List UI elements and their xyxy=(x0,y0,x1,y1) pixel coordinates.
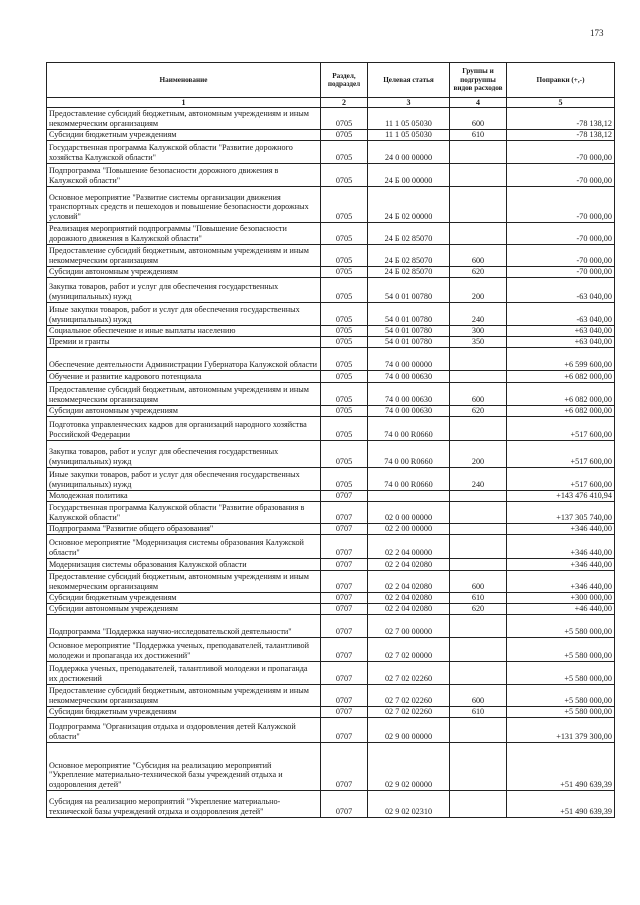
row-group-cell xyxy=(450,502,507,524)
row-group-cell: 610 xyxy=(450,707,507,718)
row-name-cell: Модернизация системы образования Калужской области xyxy=(47,559,321,571)
table-row xyxy=(47,383,615,406)
header-target: Целевая статья xyxy=(368,63,450,98)
row-amount-cell: +5 580 000,00 xyxy=(507,707,615,718)
table-row xyxy=(47,743,615,791)
row-target-cell: 11 1 05 05030 xyxy=(368,108,450,130)
row-group-cell xyxy=(450,491,507,502)
table-row xyxy=(47,348,615,371)
row-group-cell xyxy=(450,791,507,818)
row-group-cell xyxy=(450,348,507,371)
row-name-cell: Предоставление субсидий бюджетным, автономным учреждениям и иным некоммерческим организациям xyxy=(47,383,321,406)
header-group: Группы и подгруппы видов расходов xyxy=(450,63,507,98)
row-group-cell xyxy=(450,559,507,571)
table-row xyxy=(47,371,615,383)
row-group-cell: 600 xyxy=(450,245,507,267)
row-name-cell: Молодежная политика xyxy=(47,491,321,502)
row-group-cell xyxy=(450,141,507,164)
table-row xyxy=(47,187,615,223)
row-section-cell: 0707 xyxy=(321,571,368,593)
row-amount-cell: -70 000,00 xyxy=(507,141,615,164)
row-section-cell: 0705 xyxy=(321,326,368,337)
row-name-cell: Субсидии бюджетным учреждениям xyxy=(47,593,321,604)
row-name-cell: Реализация мероприятий подпрограммы "Повышение безопасности дорожного движения в Калужской области" xyxy=(47,223,321,245)
row-amount-cell: +517 600,00 xyxy=(507,417,615,441)
row-group-cell: 600 xyxy=(450,685,507,707)
table-row xyxy=(47,267,615,278)
row-target-cell: 02 9 02 02310 xyxy=(368,791,450,818)
table-row xyxy=(47,245,615,267)
row-name-cell: Предоставление субсидий бюджетным, автономным учреждениям и иным некоммерческим организациям xyxy=(47,108,321,130)
row-target-cell: 02 0 00 00000 xyxy=(368,502,450,524)
row-name-cell: Основное мероприятие "Субсидия на реализацию мероприятий "Укрепление материально-технической базы учреждений отдыха и оздоровления детей" xyxy=(47,743,321,791)
row-section-cell: 0705 xyxy=(321,441,368,468)
row-target-cell: 74 0 00 00630 xyxy=(368,371,450,383)
row-name-cell: Подпрограмма "Развитие общего образования" xyxy=(47,524,321,535)
row-section-cell: 0705 xyxy=(321,267,368,278)
column-number: 1 xyxy=(47,98,321,108)
table-row xyxy=(47,491,615,502)
row-group-cell: 600 xyxy=(450,383,507,406)
row-amount-cell: +517 600,00 xyxy=(507,468,615,491)
budget-amendments-table xyxy=(46,62,615,818)
row-group-cell: 610 xyxy=(450,593,507,604)
table-row xyxy=(47,278,615,303)
row-section-cell: 0705 xyxy=(321,348,368,371)
row-section-cell: 0707 xyxy=(321,638,368,662)
table-row xyxy=(47,502,615,524)
row-amount-cell: -78 138,12 xyxy=(507,108,615,130)
row-name-cell: Субсидия на реализацию мероприятий "Укрепление материально-технической базы учреждений отдыха и оздоровления детей" xyxy=(47,791,321,818)
row-target-cell: 02 2 04 00000 xyxy=(368,535,450,559)
row-amount-cell: +5 580 000,00 xyxy=(507,685,615,707)
row-group-cell: 240 xyxy=(450,468,507,491)
row-group-cell xyxy=(450,743,507,791)
row-group-cell xyxy=(450,371,507,383)
row-amount-cell: +143 476 410,94 xyxy=(507,491,615,502)
row-section-cell: 0707 xyxy=(321,524,368,535)
row-section-cell: 0707 xyxy=(321,604,368,615)
row-name-cell: Закупка товаров, работ и услуг для обеспечения государственных (муниципальных) нужд xyxy=(47,278,321,303)
row-name-cell: Государственная программа Калужской области "Развитие образования в Калужской области" xyxy=(47,502,321,524)
header-name: Наименование xyxy=(47,63,321,98)
row-amount-cell: +300 000,00 xyxy=(507,593,615,604)
row-group-cell xyxy=(450,223,507,245)
row-target-cell: 74 0 00 00630 xyxy=(368,383,450,406)
row-group-cell: 350 xyxy=(450,337,507,348)
row-target-cell: 02 2 04 02080 xyxy=(368,559,450,571)
row-section-cell: 0707 xyxy=(321,502,368,524)
table-row xyxy=(47,524,615,535)
table-row xyxy=(47,615,615,638)
row-target-cell: 24 Б 00 00000 xyxy=(368,164,450,187)
row-name-cell: Субсидии автономным учреждениям xyxy=(47,267,321,278)
row-target-cell: 74 0 00 R0660 xyxy=(368,441,450,468)
row-target-cell: 54 0 01 00780 xyxy=(368,303,450,326)
table-row xyxy=(47,791,615,818)
row-name-cell: Государственная программа Калужской области "Развитие дорожного хозяйства Калужской области" xyxy=(47,141,321,164)
table-row xyxy=(47,130,615,141)
row-target-cell xyxy=(368,491,450,502)
table-row xyxy=(47,406,615,417)
row-target-cell: 02 9 02 00000 xyxy=(368,743,450,791)
row-group-cell xyxy=(450,524,507,535)
row-target-cell: 02 7 02 02260 xyxy=(368,707,450,718)
row-section-cell: 0705 xyxy=(321,187,368,223)
row-section-cell: 0705 xyxy=(321,371,368,383)
row-target-cell: 02 9 00 00000 xyxy=(368,718,450,743)
row-target-cell: 02 2 04 02080 xyxy=(368,593,450,604)
column-number: 5 xyxy=(507,98,615,108)
row-section-cell: 0705 xyxy=(321,245,368,267)
row-target-cell: 24 0 00 00000 xyxy=(368,141,450,164)
table-row xyxy=(47,593,615,604)
table-row xyxy=(47,662,615,685)
row-amount-cell: -63 040,00 xyxy=(507,303,615,326)
row-name-cell: Подпрограмма "Организация отдыха и оздоровления детей Калужской области" xyxy=(47,718,321,743)
row-section-cell: 0707 xyxy=(321,685,368,707)
row-section-cell: 0705 xyxy=(321,164,368,187)
row-amount-cell: -70 000,00 xyxy=(507,164,615,187)
row-name-cell: Предоставление субсидий бюджетным, автономным учреждениям и иным некоммерческим организациям xyxy=(47,685,321,707)
row-name-cell: Иные закупки товаров, работ и услуг для обеспечения государственных (муниципальных) нужд xyxy=(47,303,321,326)
row-name-cell: Субсидии бюджетным учреждениям xyxy=(47,130,321,141)
table-row xyxy=(47,108,615,130)
row-amount-cell: +46 440,00 xyxy=(507,604,615,615)
row-section-cell: 0707 xyxy=(321,535,368,559)
table-row xyxy=(47,638,615,662)
row-name-cell: Закупка товаров, работ и услуг для обеспечения государственных (муниципальных) нужд xyxy=(47,441,321,468)
header-section: Раздел, подраздел xyxy=(321,63,368,98)
row-section-cell: 0705 xyxy=(321,223,368,245)
row-section-cell: 0707 xyxy=(321,743,368,791)
row-section-cell: 0707 xyxy=(321,559,368,571)
table-row xyxy=(47,535,615,559)
column-number: 3 xyxy=(368,98,450,108)
row-amount-cell: +51 490 639,39 xyxy=(507,791,615,818)
table-row xyxy=(47,164,615,187)
row-amount-cell: +6 082 000,00 xyxy=(507,383,615,406)
row-name-cell: Обучение и развитие кадрового потенциала xyxy=(47,371,321,383)
row-amount-cell: +5 580 000,00 xyxy=(507,638,615,662)
row-section-cell: 0707 xyxy=(321,615,368,638)
row-section-cell: 0707 xyxy=(321,791,368,818)
row-group-cell xyxy=(450,638,507,662)
table-body xyxy=(47,108,615,818)
table-row xyxy=(47,571,615,593)
row-target-cell: 54 0 01 00780 xyxy=(368,337,450,348)
row-name-cell: Подпрограмма "Повышение безопасности дорожного движения в Калужской области" xyxy=(47,164,321,187)
row-name-cell: Предоставление субсидий бюджетным, автономным учреждениям и иным некоммерческим организациям xyxy=(47,245,321,267)
row-name-cell: Подпрограмма "Поддержка научно-исследовательской деятельности" xyxy=(47,615,321,638)
row-section-cell: 0705 xyxy=(321,141,368,164)
table-row xyxy=(47,223,615,245)
row-name-cell: Обеспечение деятельности Администрации Губернатора Калужской области xyxy=(47,348,321,371)
row-name-cell: Предоставление субсидий бюджетным, автономным учреждениям и иным некоммерческим организациям xyxy=(47,571,321,593)
row-amount-cell: +137 305 740,00 xyxy=(507,502,615,524)
row-name-cell: Основное мероприятие "Развитие системы организации движения транспортных средств и пешеходов и повышение безопасности дорожных условий" xyxy=(47,187,321,223)
row-name-cell: Социальное обеспечение и иные выплаты населению xyxy=(47,326,321,337)
page-number: 173 xyxy=(590,28,604,38)
row-amount-cell: +6 599 600,00 xyxy=(507,348,615,371)
row-target-cell: 02 2 04 02080 xyxy=(368,604,450,615)
row-target-cell: 24 Б 02 85070 xyxy=(368,267,450,278)
row-target-cell: 02 2 04 02080 xyxy=(368,571,450,593)
row-amount-cell: -63 040,00 xyxy=(507,278,615,303)
column-number-row xyxy=(47,98,615,108)
row-group-cell: 610 xyxy=(450,130,507,141)
row-target-cell: 02 7 00 00000 xyxy=(368,615,450,638)
row-amount-cell: +6 082 000,00 xyxy=(507,371,615,383)
row-section-cell: 0705 xyxy=(321,278,368,303)
row-amount-cell: +5 580 000,00 xyxy=(507,615,615,638)
row-group-cell: 620 xyxy=(450,406,507,417)
row-amount-cell: +63 040,00 xyxy=(507,337,615,348)
row-target-cell: 02 7 02 02260 xyxy=(368,685,450,707)
column-number: 4 xyxy=(450,98,507,108)
row-group-cell xyxy=(450,417,507,441)
table-row xyxy=(47,326,615,337)
row-amount-cell: -70 000,00 xyxy=(507,187,615,223)
row-name-cell: Поддержка ученых, преподавателей, талантливой молодежи и пропаганда их достижений xyxy=(47,662,321,685)
row-amount-cell: -78 138,12 xyxy=(507,130,615,141)
header-amount: Поправки (+,-) xyxy=(507,63,615,98)
row-name-cell: Основное мероприятие "Модернизация системы образования Калужской области" xyxy=(47,535,321,559)
table-row xyxy=(47,685,615,707)
row-group-cell xyxy=(450,535,507,559)
row-amount-cell: +346 440,00 xyxy=(507,571,615,593)
row-section-cell: 0705 xyxy=(321,303,368,326)
row-name-cell: Иные закупки товаров, работ и услуг для обеспечения государственных (муниципальных) нужд xyxy=(47,468,321,491)
row-group-cell xyxy=(450,164,507,187)
row-section-cell: 0707 xyxy=(321,491,368,502)
row-target-cell: 74 0 00 00630 xyxy=(368,406,450,417)
row-name-cell: Субсидии автономным учреждениям xyxy=(47,406,321,417)
row-section-cell: 0707 xyxy=(321,593,368,604)
row-amount-cell: +6 082 000,00 xyxy=(507,406,615,417)
row-section-cell: 0705 xyxy=(321,468,368,491)
row-amount-cell: +51 490 639,39 xyxy=(507,743,615,791)
row-target-cell: 02 7 02 00000 xyxy=(368,638,450,662)
row-target-cell: 24 Б 02 85070 xyxy=(368,245,450,267)
table-header-row xyxy=(47,63,615,98)
row-target-cell: 02 2 00 00000 xyxy=(368,524,450,535)
row-amount-cell: +63 040,00 xyxy=(507,326,615,337)
table-row xyxy=(47,337,615,348)
row-target-cell: 11 1 05 05030 xyxy=(368,130,450,141)
table-row xyxy=(47,559,615,571)
row-target-cell: 54 0 01 00780 xyxy=(368,278,450,303)
row-section-cell: 0705 xyxy=(321,337,368,348)
row-section-cell: 0705 xyxy=(321,406,368,417)
row-group-cell: 620 xyxy=(450,267,507,278)
row-section-cell: 0705 xyxy=(321,108,368,130)
table-row xyxy=(47,707,615,718)
row-section-cell: 0707 xyxy=(321,707,368,718)
table-row xyxy=(47,303,615,326)
row-target-cell: 24 Б 02 85070 xyxy=(368,223,450,245)
row-amount-cell: -70 000,00 xyxy=(507,245,615,267)
row-group-cell xyxy=(450,662,507,685)
row-target-cell: 24 Б 02 00000 xyxy=(368,187,450,223)
row-amount-cell: +346 440,00 xyxy=(507,524,615,535)
row-group-cell: 240 xyxy=(450,303,507,326)
row-group-cell: 200 xyxy=(450,441,507,468)
table-row xyxy=(47,604,615,615)
row-name-cell: Основное мероприятие "Поддержка ученых, преподавателей, талантливой молодежи и пропаганда их достижений" xyxy=(47,638,321,662)
row-target-cell: 74 0 00 00000 xyxy=(368,348,450,371)
row-amount-cell: +131 379 300,00 xyxy=(507,718,615,743)
row-group-cell: 600 xyxy=(450,108,507,130)
row-section-cell: 0705 xyxy=(321,383,368,406)
row-target-cell: 54 0 01 00780 xyxy=(368,326,450,337)
row-amount-cell: +346 440,00 xyxy=(507,559,615,571)
row-name-cell: Премии и гранты xyxy=(47,337,321,348)
row-group-cell xyxy=(450,187,507,223)
row-group-cell: 300 xyxy=(450,326,507,337)
row-target-cell: 02 7 02 02260 xyxy=(368,662,450,685)
row-section-cell: 0705 xyxy=(321,417,368,441)
table-row xyxy=(47,468,615,491)
row-name-cell: Подготовка управленческих кадров для организаций народного хозяйства Российской Федерации xyxy=(47,417,321,441)
table-row xyxy=(47,441,615,468)
row-name-cell: Субсидии бюджетным учреждениям xyxy=(47,707,321,718)
row-target-cell: 74 0 00 R0660 xyxy=(368,468,450,491)
row-name-cell: Субсидии автономным учреждениям xyxy=(47,604,321,615)
row-section-cell: 0705 xyxy=(321,130,368,141)
row-amount-cell: +346 440,00 xyxy=(507,535,615,559)
row-group-cell xyxy=(450,615,507,638)
row-amount-cell: -70 000,00 xyxy=(507,223,615,245)
row-section-cell: 0707 xyxy=(321,662,368,685)
row-group-cell xyxy=(450,718,507,743)
row-section-cell: 0707 xyxy=(321,718,368,743)
row-amount-cell: +5 580 000,00 xyxy=(507,662,615,685)
row-group-cell: 600 xyxy=(450,571,507,593)
row-target-cell: 74 0 00 R0660 xyxy=(368,417,450,441)
table-row xyxy=(47,141,615,164)
table-row xyxy=(47,417,615,441)
row-group-cell: 200 xyxy=(450,278,507,303)
table-row xyxy=(47,718,615,743)
row-amount-cell: +517 600,00 xyxy=(507,441,615,468)
row-group-cell: 620 xyxy=(450,604,507,615)
column-number: 2 xyxy=(321,98,368,108)
row-amount-cell: -70 000,00 xyxy=(507,267,615,278)
